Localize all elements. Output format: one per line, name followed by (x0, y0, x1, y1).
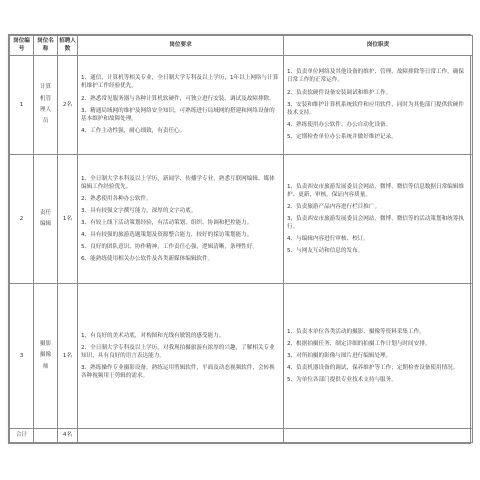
requirement-item: 6、能熟练使用相关办公软件及各类新媒体编辑软件。 (81, 256, 214, 263)
requirements-cell (78, 154, 284, 284)
requirement-item: 3、有较上线下活动策划经验，有活动策划、组织、协调和把控能力。 (81, 220, 253, 227)
responsibility-item: 5、与网友互动和信息的发布。 (287, 248, 364, 255)
job-name-cell (34, 55, 58, 154)
responsibility-item: 1、负责本单位各类活动的摄影、摄像等资料采集工作。 (287, 328, 425, 335)
responsibility-item: 3、对所拍摄的影像与图片进行编辑处理。 (287, 352, 392, 359)
header-job-number: 岗位编号 (10, 36, 34, 56)
job-recruitment-table (9, 35, 473, 443)
job-name-line: 员 (42, 117, 49, 124)
requirement-item: 4、工作主动性强，耐心细致，有责任心。 (81, 127, 186, 134)
headcount-cell: 1名 (58, 284, 78, 428)
job-name-line: 机管 (39, 95, 52, 102)
requirements-cell (78, 55, 284, 154)
requirement-item: 4、具有较强的旅游选题策划及资源整合能力，较好的採访策划能力。 (81, 232, 253, 239)
job-name-line: 编辑 (39, 221, 52, 228)
header-responsibilities: 岗位职责 (284, 36, 473, 56)
job-name-line: 摄像 (39, 352, 52, 359)
table-header-row (10, 36, 473, 56)
requirement-item: 3、精通局域网的维护及网络安全知识，可熟练进行局域网的搭建和网络设备的基本维护和故障处理。 (81, 107, 275, 122)
job-table-page (8, 34, 471, 444)
responsibility-item: 2、负责软硬件设备安装调试和维护工作。 (287, 89, 392, 96)
responsibility-item: 5、为单位各部门提供专业技术支持与服务。 (287, 377, 397, 384)
responsibility-item: 2、根据拍摄任务，制定详细的拍摄工作计划与时间安排。 (287, 340, 431, 347)
requirement-item: 1、全日制大学本科及以上学历，新闻学、传播学专业，熟悉互联网编辑、媒体编辑工作经验优先。 (81, 175, 275, 190)
total-row (10, 428, 473, 442)
headcount-cell: 1名 (58, 154, 78, 284)
job-number-cell: 2 (10, 154, 34, 284)
total-empty-cell (284, 428, 473, 442)
total-empty-cell (78, 428, 284, 442)
table-row (10, 154, 473, 284)
responsibility-item: 2、负责旅游产品内容进行栏目推广。 (287, 203, 381, 210)
responsibility-item: 1、负责单位网络及其他设备的维护、管理、故障排除等日常工作，确保日常工作的正常运作。 (287, 69, 464, 84)
responsibilities-cell (284, 55, 473, 154)
job-name-line: 师 (42, 363, 49, 370)
responsibilities-cell (284, 154, 473, 284)
requirement-item: 3、熟练操作专业摄影设备，熟练运用剪辑软件，平面及动态视频软件，会转换各种视频用于剪辑的需求。 (81, 365, 275, 380)
requirement-item: 1、有良好的美术功底，对构图和光线有敏锐的感受能力。 (81, 332, 225, 339)
responsibility-item: 5、定期检查单位办公系统并做好维护记录。 (287, 133, 397, 140)
requirement-item: 2、熟悉使用各种办公软件。 (81, 195, 152, 202)
requirements-cell (78, 284, 284, 428)
header-requirements: 岗位要求 (78, 36, 284, 56)
requirement-item: 2、熟悉常见服务器与各种计算机软硬件，可独立进行安装、调试及故障排除。 (81, 95, 275, 102)
job-name-line: 摄影 (39, 341, 52, 348)
responsibility-item: 3、安装和维护计算机系统软件和应用软件，同时为其他部门提供软硬件技术支持。 (287, 101, 464, 116)
header-headcount: 招聘人数 (58, 36, 78, 56)
job-name-line: 计算 (39, 84, 52, 91)
total-count: 4名 (58, 428, 78, 442)
job-name-line: 理人 (39, 106, 52, 113)
table-row (10, 284, 473, 428)
total-label: 合计 (10, 428, 34, 442)
requirement-item: 5、良好的团队意识、协作精神，工作责任心强，逻辑清晰，条理性好。 (81, 244, 258, 251)
job-name-cell (34, 284, 58, 428)
responsibility-item: 4、与编辑内容进行审核、校订。 (287, 236, 369, 243)
job-name-cell (34, 154, 58, 284)
responsibility-item: 4、负责机器设备的调试，保养维护等工作；定期检查设备使用情况。 (287, 365, 459, 372)
headcount-cell: 2名 (58, 55, 78, 154)
job-number-cell: 3 (10, 284, 34, 428)
requirement-item: 3、具有较强文字撰写能力，深厚的文字功底。 (81, 207, 197, 214)
job-number-cell: 1 (10, 55, 34, 154)
table-row (10, 55, 473, 154)
responsibilities-cell (284, 284, 473, 428)
requirement-item: 1、通信、计算机等相关专业，全日制大学专科及以上学历，1年以上网络与计算机维护工作经验优先。 (81, 75, 279, 90)
requirement-item: 2、全日制大学专科及以上学历，对我现拍摄旅游有浓厚的兴趣，了解相关专业知识，具有良好的语言表达能力。 (81, 344, 275, 359)
job-name-line: 责任 (39, 209, 52, 216)
responsibility-item: 1、负责西安市旅游发展委员会网站、微博、微信等信息数据日常编辑维护、更新、审核，保证内容质量。 (287, 183, 464, 198)
header-job-name: 岗位名称 (34, 36, 58, 56)
responsibility-item: 3、负责西安市旅游发展委员会网站、微博、微信等的活动策划和统筹执行。 (287, 215, 464, 231)
responsibility-item: 4、熟练使用办公软件、办公自动化设备。 (287, 121, 392, 128)
total-empty-cell (34, 428, 58, 442)
